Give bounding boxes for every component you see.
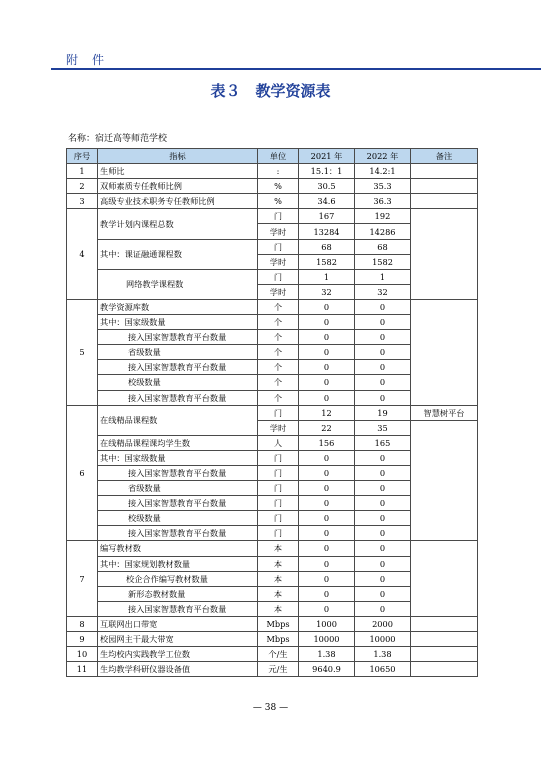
row-value-2022: 14.2:1 bbox=[355, 164, 411, 179]
header-cell-unit: 单位 bbox=[258, 149, 299, 164]
row-note bbox=[411, 420, 478, 541]
row-unit: 本 bbox=[258, 586, 299, 601]
row-unit: 人 bbox=[258, 435, 299, 450]
row-unit: 学时 bbox=[258, 254, 299, 269]
resource-table bbox=[66, 148, 478, 677]
row-value-2022: 1 bbox=[355, 269, 411, 284]
row-no: 11 bbox=[67, 662, 98, 677]
row-no: 6 bbox=[67, 405, 98, 541]
row-value-2021: 0 bbox=[299, 586, 355, 601]
row-value-2021: 9640.9 bbox=[299, 662, 355, 677]
row-value-2021: 0 bbox=[299, 526, 355, 541]
row-value-2022: 2000 bbox=[355, 616, 411, 631]
row-value-2022: 0 bbox=[355, 526, 411, 541]
row-value-2022: 1582 bbox=[355, 254, 411, 269]
row-no: 8 bbox=[67, 616, 98, 631]
row-unit: 门 bbox=[258, 269, 299, 284]
row-unit: % bbox=[258, 194, 299, 209]
table-row bbox=[67, 616, 478, 631]
table-row bbox=[67, 164, 478, 179]
row-value-2021: 0 bbox=[299, 375, 355, 390]
row-value-2021: 0 bbox=[299, 511, 355, 526]
row-value-2022: 0 bbox=[355, 315, 411, 330]
row-unit: : bbox=[258, 164, 299, 179]
row-unit: 个 bbox=[258, 375, 299, 390]
row-unit: 元/生 bbox=[258, 662, 299, 677]
row-value-2022: 0 bbox=[355, 496, 411, 511]
row-unit: 门 bbox=[258, 405, 299, 420]
row-value-2021: 22 bbox=[299, 420, 355, 435]
row-unit: 本 bbox=[258, 571, 299, 586]
row-value-2021: 0 bbox=[299, 571, 355, 586]
row-value-2022: 0 bbox=[355, 571, 411, 586]
row-unit: 门 bbox=[258, 450, 299, 465]
row-value-2021: 15.1：1 bbox=[299, 164, 355, 179]
row-note bbox=[411, 209, 478, 300]
row-value-2022: 0 bbox=[355, 390, 411, 405]
row-indicator: 校级数量 bbox=[98, 375, 258, 390]
row-no: 10 bbox=[67, 647, 98, 662]
row-unit: 门 bbox=[258, 481, 299, 496]
row-value-2021: 0 bbox=[299, 360, 355, 375]
row-indicator: 教学资源库数 bbox=[98, 299, 258, 314]
row-value-2022: 0 bbox=[355, 330, 411, 345]
row-value-2022: 0 bbox=[355, 586, 411, 601]
row-note bbox=[411, 662, 478, 677]
row-unit: Mbps bbox=[258, 616, 299, 631]
row-value-2022: 35.3 bbox=[355, 179, 411, 194]
row-unit: 个 bbox=[258, 390, 299, 405]
table-row bbox=[67, 179, 478, 194]
row-indicator: 接入国家智慧教育平台数量 bbox=[98, 465, 258, 480]
row-indicator: 新形态教材数量 bbox=[98, 586, 258, 601]
header-cell-2021: 2021 年 bbox=[299, 149, 355, 164]
row-unit: 门 bbox=[258, 496, 299, 511]
row-indicator: 其中：国家级数量 bbox=[98, 450, 258, 465]
header-cell-note: 备注 bbox=[411, 149, 478, 164]
row-note bbox=[411, 299, 478, 405]
row-value-2022: 68 bbox=[355, 239, 411, 254]
table-row bbox=[67, 662, 478, 677]
row-no: 4 bbox=[67, 209, 98, 300]
row-indicator: 接入国家智慧教育平台数量 bbox=[98, 496, 258, 511]
row-unit: Mbps bbox=[258, 632, 299, 647]
row-value-2022: 0 bbox=[355, 541, 411, 556]
row-note bbox=[411, 164, 478, 179]
row-unit: 个 bbox=[258, 315, 299, 330]
row-value-2022: 0 bbox=[355, 360, 411, 375]
table-title: 表３ 教学资源表 bbox=[210, 82, 331, 100]
row-value-2021: 0 bbox=[299, 330, 355, 345]
row-note bbox=[411, 194, 478, 209]
row-unit: 门 bbox=[258, 465, 299, 480]
row-indicator: 接入国家智慧教育平台数量 bbox=[98, 390, 258, 405]
school-name: 名称：宿迁高等师范学校 bbox=[68, 134, 168, 144]
row-unit: 门 bbox=[258, 209, 299, 224]
row-indicator: 接入国家智慧教育平台数量 bbox=[98, 601, 258, 616]
row-value-2022: 10650 bbox=[355, 662, 411, 677]
row-value-2021: 0 bbox=[299, 541, 355, 556]
row-value-2021: 13284 bbox=[299, 224, 355, 239]
row-no: 7 bbox=[67, 541, 98, 616]
row-no: 5 bbox=[67, 299, 98, 405]
row-indicator: 接入国家智慧教育平台数量 bbox=[98, 526, 258, 541]
row-value-2021: 0 bbox=[299, 496, 355, 511]
row-indicator: 互联网出口带宽 bbox=[98, 616, 258, 631]
table-row bbox=[67, 541, 478, 556]
row-indicator: 生师比 bbox=[98, 164, 258, 179]
row-unit: 学时 bbox=[258, 420, 299, 435]
row-value-2022: 0 bbox=[355, 556, 411, 571]
row-value-2022: 14286 bbox=[355, 224, 411, 239]
row-unit: 个 bbox=[258, 345, 299, 360]
row-unit: 门 bbox=[258, 526, 299, 541]
row-value-2022: 192 bbox=[355, 209, 411, 224]
row-indicator: 网络教学课程数 bbox=[98, 269, 258, 299]
row-value-2021: 167 bbox=[299, 209, 355, 224]
row-indicator: 接入国家智慧教育平台数量 bbox=[98, 330, 258, 345]
row-unit: 门 bbox=[258, 511, 299, 526]
row-unit: 本 bbox=[258, 601, 299, 616]
row-unit: 学时 bbox=[258, 224, 299, 239]
row-no: 3 bbox=[67, 194, 98, 209]
row-indicator: 编写教材数 bbox=[98, 541, 258, 556]
row-value-2021: 0 bbox=[299, 481, 355, 496]
row-value-2021: 0 bbox=[299, 601, 355, 616]
header-divider bbox=[51, 68, 541, 70]
row-note bbox=[411, 647, 478, 662]
table-row bbox=[67, 299, 478, 314]
row-indicator: 接入国家智慧教育平台数量 bbox=[98, 360, 258, 375]
row-unit: 本 bbox=[258, 541, 299, 556]
row-value-2021: 0 bbox=[299, 315, 355, 330]
table-row bbox=[67, 209, 478, 224]
row-no: 2 bbox=[67, 179, 98, 194]
table-row bbox=[67, 647, 478, 662]
table-header-row bbox=[67, 149, 478, 164]
row-value-2022: 0 bbox=[355, 345, 411, 360]
row-indicator: 其中：国家级数量 bbox=[98, 315, 258, 330]
row-unit: 学时 bbox=[258, 284, 299, 299]
row-value-2022: 35 bbox=[355, 420, 411, 435]
header-cell-2022: 2022 年 bbox=[355, 149, 411, 164]
row-note bbox=[411, 616, 478, 631]
row-value-2022: 32 bbox=[355, 284, 411, 299]
row-note bbox=[411, 632, 478, 647]
page-number: — 38 — bbox=[252, 703, 289, 713]
row-unit: 个 bbox=[258, 299, 299, 314]
row-indicator: 生均教学科研仪器设备值 bbox=[98, 662, 258, 677]
row-note bbox=[411, 541, 478, 616]
row-indicator: 双师素质专任教师比例 bbox=[98, 179, 258, 194]
row-indicator: 其中：国家规划教材数量 bbox=[98, 556, 258, 571]
row-unit: 个/生 bbox=[258, 647, 299, 662]
row-value-2022: 0 bbox=[355, 450, 411, 465]
row-indicator: 在线精品课程数 bbox=[98, 405, 258, 435]
row-value-2021: 32 bbox=[299, 284, 355, 299]
row-value-2021: 12 bbox=[299, 405, 355, 420]
row-value-2021: 34.6 bbox=[299, 194, 355, 209]
row-value-2022: 36.3 bbox=[355, 194, 411, 209]
row-value-2021: 68 bbox=[299, 239, 355, 254]
row-value-2021: 0 bbox=[299, 345, 355, 360]
row-value-2021: 0 bbox=[299, 390, 355, 405]
row-indicator: 校企合作编写教材数量 bbox=[98, 571, 258, 586]
row-indicator: 校级数量 bbox=[98, 511, 258, 526]
table-row bbox=[67, 405, 478, 420]
row-value-2022: 0 bbox=[355, 375, 411, 390]
row-no: 9 bbox=[67, 632, 98, 647]
table-row bbox=[67, 632, 478, 647]
row-value-2021: 156 bbox=[299, 435, 355, 450]
row-value-2021: 1000 bbox=[299, 616, 355, 631]
table-row bbox=[67, 194, 478, 209]
row-value-2022: 0 bbox=[355, 511, 411, 526]
row-value-2022: 0 bbox=[355, 481, 411, 496]
row-value-2021: 0 bbox=[299, 450, 355, 465]
row-value-2022: 1.38 bbox=[355, 647, 411, 662]
row-value-2021: 10000 bbox=[299, 632, 355, 647]
row-value-2022: 10000 bbox=[355, 632, 411, 647]
row-value-2021: 0 bbox=[299, 465, 355, 480]
row-indicator: 省级数量 bbox=[98, 481, 258, 496]
row-indicator: 高级专业技术职务专任教师比例 bbox=[98, 194, 258, 209]
row-value-2021: 0 bbox=[299, 299, 355, 314]
row-unit: 本 bbox=[258, 556, 299, 571]
header-cell-indicator: 指标 bbox=[98, 149, 258, 164]
row-indicator: 校园网主干最大带宽 bbox=[98, 632, 258, 647]
row-value-2021: 0 bbox=[299, 556, 355, 571]
row-indicator: 省级数量 bbox=[98, 345, 258, 360]
row-value-2021: 1 bbox=[299, 269, 355, 284]
row-value-2022: 0 bbox=[355, 601, 411, 616]
row-note bbox=[411, 179, 478, 194]
row-unit: 门 bbox=[258, 239, 299, 254]
row-unit: 个 bbox=[258, 360, 299, 375]
attachment-label: 附 件 bbox=[66, 53, 106, 67]
header-cell-no: 序号 bbox=[67, 149, 98, 164]
row-value-2022: 0 bbox=[355, 299, 411, 314]
row-no: 1 bbox=[67, 164, 98, 179]
row-indicator: 其中：课证融通课程数 bbox=[98, 239, 258, 269]
row-indicator: 教学计划内课程总数 bbox=[98, 209, 258, 239]
row-value-2021: 1582 bbox=[299, 254, 355, 269]
row-unit: % bbox=[258, 179, 299, 194]
row-indicator: 生均校内实践教学工位数 bbox=[98, 647, 258, 662]
row-note: 智慧树平台 bbox=[411, 405, 478, 420]
row-value-2022: 19 bbox=[355, 405, 411, 420]
row-unit: 个 bbox=[258, 330, 299, 345]
row-value-2021: 1.38 bbox=[299, 647, 355, 662]
row-value-2022: 165 bbox=[355, 435, 411, 450]
row-indicator: 在线精品课程课均学生数 bbox=[98, 435, 258, 450]
row-value-2022: 0 bbox=[355, 465, 411, 480]
row-value-2021: 30.5 bbox=[299, 179, 355, 194]
